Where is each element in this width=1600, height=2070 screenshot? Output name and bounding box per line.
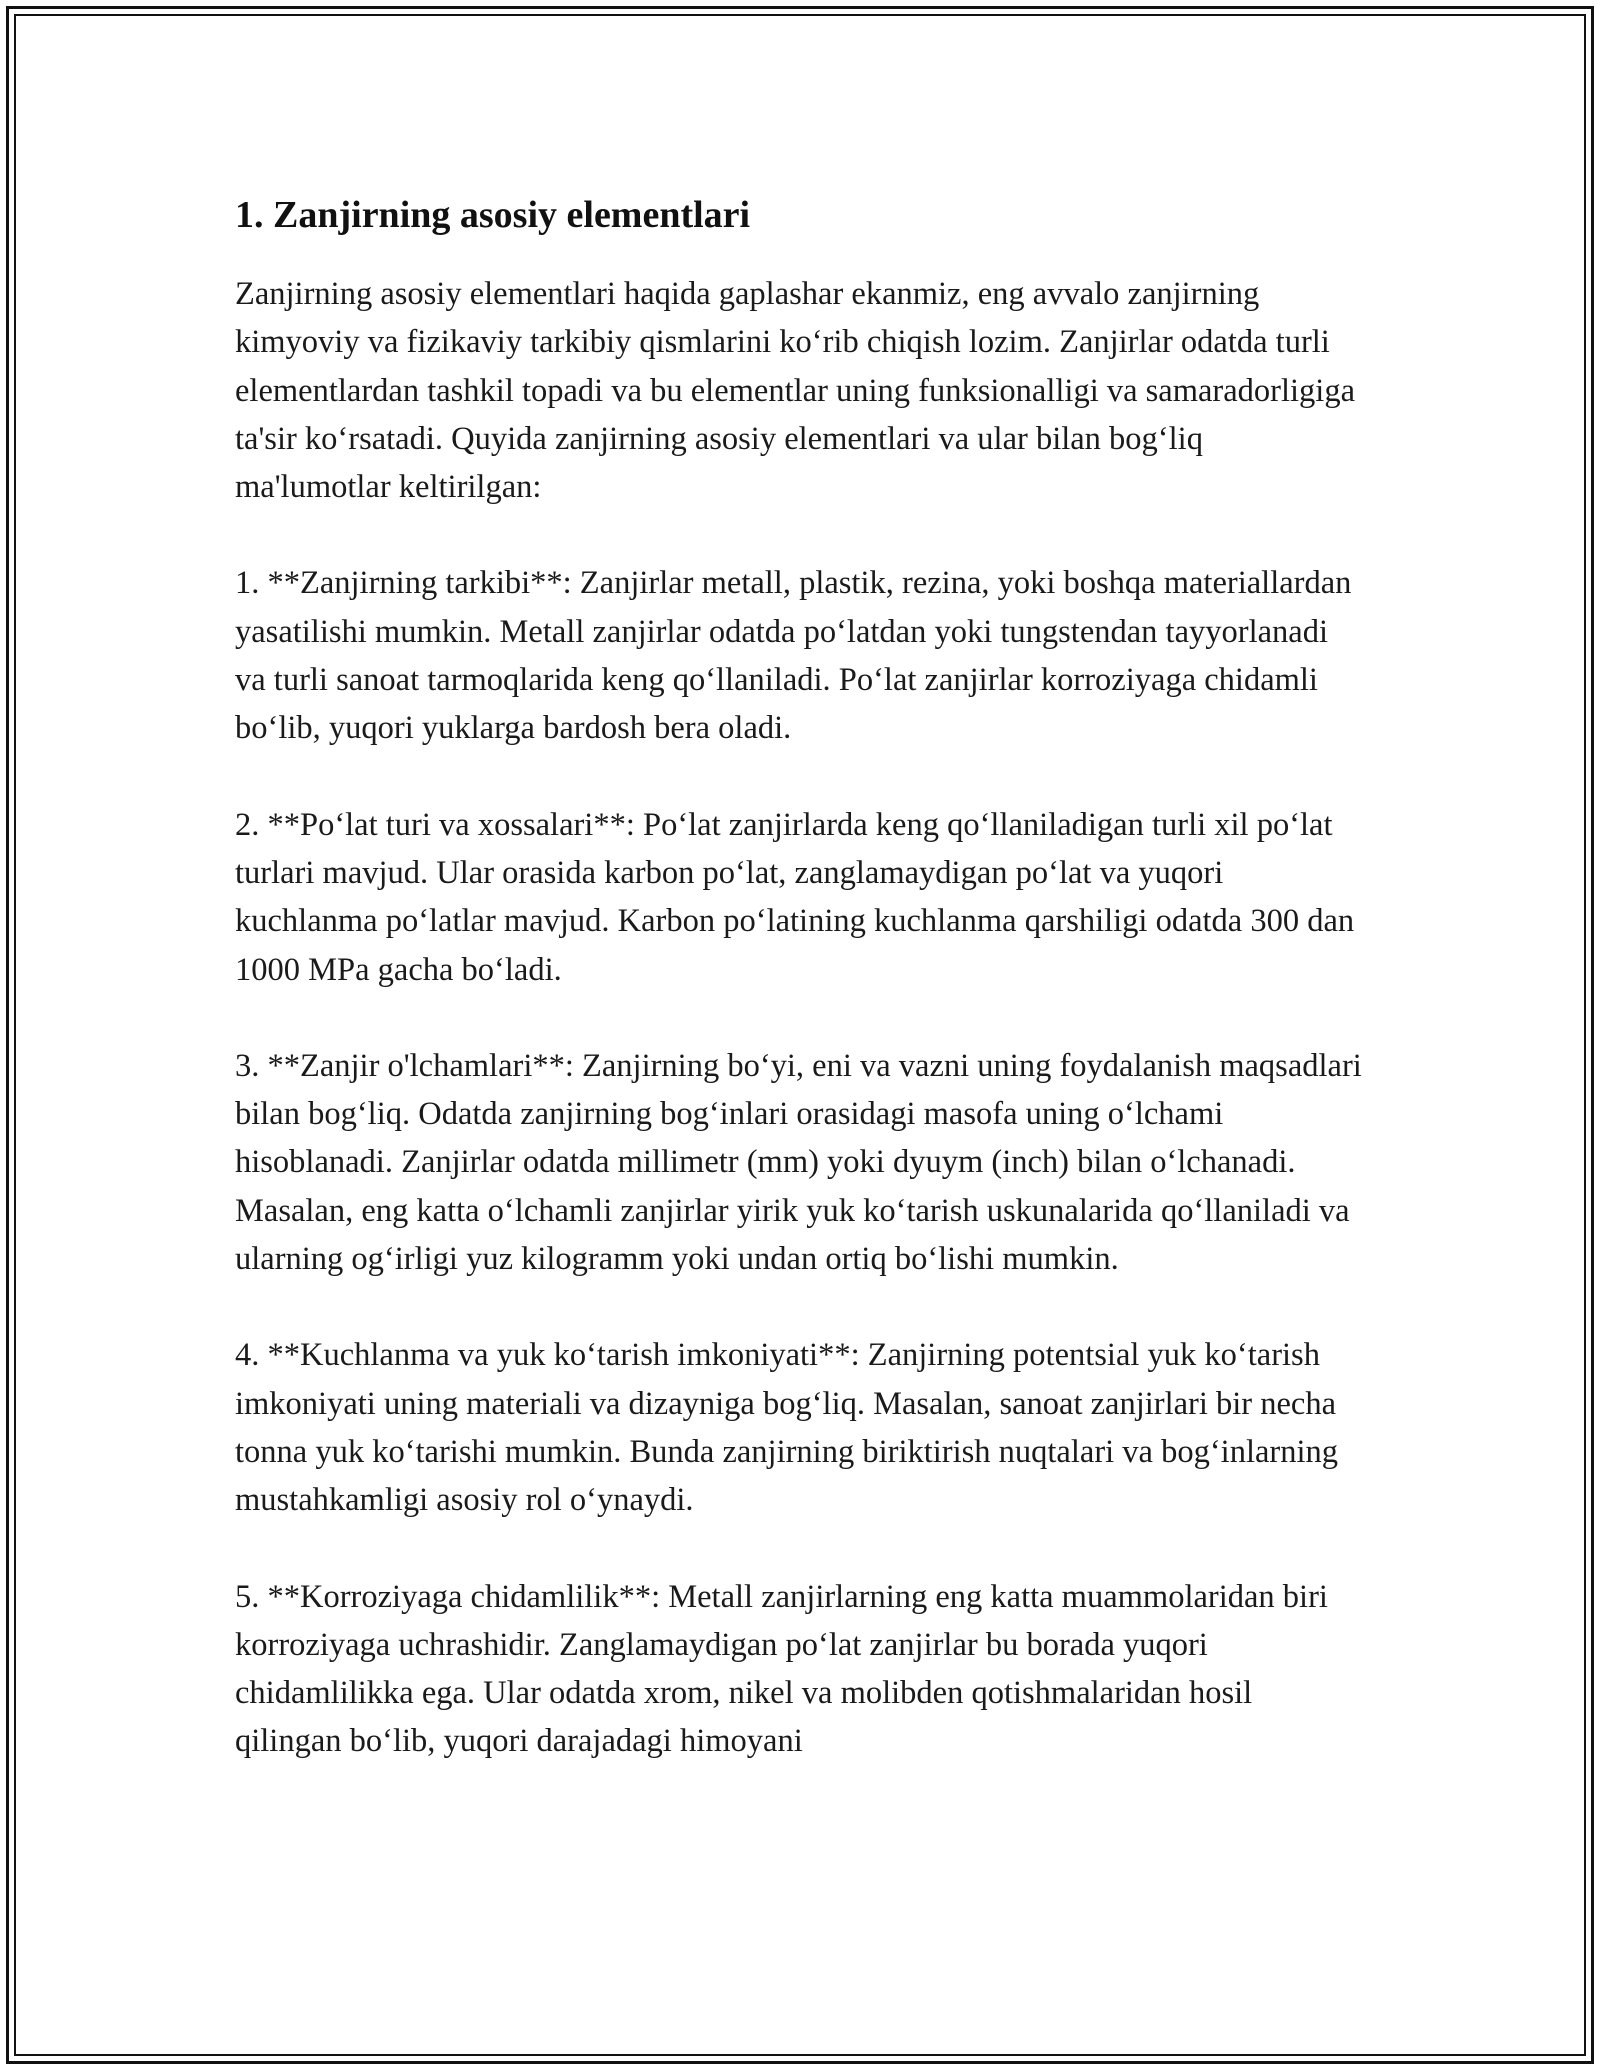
paragraph-steel-types: 2. **Po‘lat turi va xossalari**: Po‘lat zanjirlarda keng qo‘llaniladigan turli xil po‘lat turlari mavjud. Ular orasida karbon po‘lat, zanglamaydigan po‘lat va yuqori kuchlanma po‘latlar mavjud. Karbon po‘latining kuchlanma qarshiligi odatda 300 dan 1000 MPa gacha bo‘ladi.: [235, 806, 1355, 988]
paragraph-composition: 1. **Zanjirning tarkibi**: Zanjirlar metall, plastik, rezina, yoki boshqa materiallardan yasatilishi mumkin. Metall zanjirlar odatda po‘latdan yoki tungstendan tayyorlanadi va turli sanoat tarmoqlarida keng qo‘llaniladi. Po‘lat zanjirlar korroziyaga chidamli bo‘lib, yuqori yuklarga bardosh bera oladi.: [235, 565, 1352, 747]
paragraph-dimensions: 3. **Zanjir o'lchamlari**: Zanjirning bo‘yi, eni va vazni uning foydalanish maqsadlari bilan bog‘liq. Odatda zanjirning bog‘inlari orasidagi masofa uning o‘lchami hisoblanadi. Zanjirlar odatda millimetr (mm) yoki dyuym (inch) bilan o‘lchanadi. Masalan, eng katta o‘lchamli zanjirlar yirik yuk ko‘tarish uskunalarida qo‘llaniladi va ularning og‘irligi yuz kilogramm yoki undan ortiq bo‘lishi mumkin.: [235, 1047, 1362, 1278]
document-body: [235, 186, 1365, 1814]
paragraph-corrosion: 5. **Korroziyaga chidamlilik**: Metall zanjirlarning eng katta muammolaridan biri korroziyaga uchrashidir. Zanglamaydigan po‘lat zanjirlar bu borada yuqori chidamlilikka ega. Ular odatda xrom, nikel va molibden qotishmalaridan hosil qilingan bo‘lib, yuqori darajadagi himoyani: [235, 1578, 1328, 1760]
section-heading: 1. Zanjirning asosiy elementlari: [235, 194, 751, 236]
paragraph-load-capacity: 4. **Kuchlanma va yuk ko‘tarish imkoniyati**: Zanjirning potentsial yuk ko‘tarish imkoniyati uning materiali va dizayniga bog‘liq. Masalan, sanoat zanjirlari bir necha tonna yuk ko‘tarishi mumkin. Bunda zanjirning biriktirish nuqtalari va bog‘inlarning mustahkamligi asosiy rol o‘ynaydi.: [235, 1337, 1339, 1519]
intro-paragraph: Zanjirning asosiy elementlari haqida gaplashar ekanmiz, eng avvalo zanjirning kimyoviy va fizikaviy tarkibiy qismlarini ko‘rib chiqish lozim. Zanjirlar odatda turli elementlardan tashkil topadi va bu elementlar uning funksionalligi va samaradorligiga ta'sir ko‘rsatadi. Quyida zanjirning asosiy elementlari va ular bilan bog‘liq ma'lumotlar keltirilgan:: [235, 276, 1356, 506]
